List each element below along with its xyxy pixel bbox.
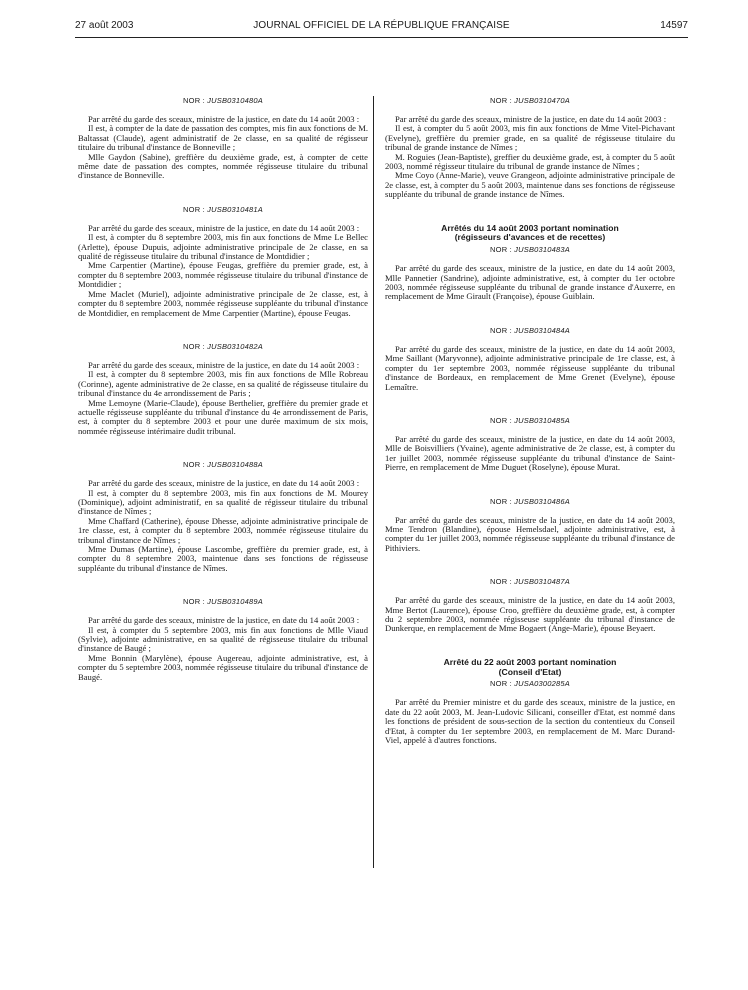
paragraph: Par arrêté du garde des sceaux, ministre de la justice, en date du 14 août 2003 : xyxy=(88,114,360,124)
nor-label: NOR : xyxy=(490,679,515,689)
paragraph: Mme Lemoyne (Marie-Claude), épouse Berthelier, greffière du premier grade et actuelle régisseuse suppléante du tribunal d'instance du 4e arrondissement de Paris, est, à compter du 8 septembre 2003 et pour une durée maximum de six mois, nommée régisseuse intérimaire dudit tribunal. xyxy=(78,397,368,436)
decree-section xyxy=(385,326,675,392)
nor-code: JUSB0310486A xyxy=(514,496,570,506)
nor-reference xyxy=(78,597,368,606)
nor-label: NOR : xyxy=(490,415,515,425)
nor-code: JUSB0310481A xyxy=(207,204,263,214)
nor-code: JUSB0310480A xyxy=(207,96,263,105)
nor-reference xyxy=(385,326,675,335)
column-divider xyxy=(373,96,374,868)
nor-reference xyxy=(385,96,675,105)
nor-code: JUSB0310484A xyxy=(514,325,570,335)
paragraph: Par arrêté du garde des sceaux, ministre de la justice, en date du 14 août 2003 : xyxy=(395,114,667,124)
nor-code: JUSB0310483A xyxy=(514,245,570,255)
decree-section xyxy=(78,96,368,181)
paragraph: Il est, à compter du 5 août 2003, mis fin aux fonctions de Mme Vitel-Pichavant (Evelyne), greffière du premier grade, en sa qualité de régisseuse titulaire du tribunal de grande instance de Nîmes ; xyxy=(385,123,675,153)
heading-line: Arrêté du 22 août 2003 portant nomination xyxy=(443,656,617,667)
nor-reference xyxy=(78,460,368,469)
decree-section xyxy=(385,497,675,554)
decree-section xyxy=(78,597,368,682)
left-column xyxy=(78,96,368,682)
paragraph: Par arrêté du garde des sceaux, ministre de la justice, en date du 14 août 2003, Mme Saillant (Maryvonne), adjointe administrative principale de 1re classe, est, à compter du 1er septembre 2003, nommée régisseuse suppléante du tribunal d'instance de Bordeaux, en remplacement de Mme Grenet (Evelyne), épouse Lemaître. xyxy=(385,343,675,392)
nor-label: NOR : xyxy=(490,96,515,105)
nor-code: JUSB0310489A xyxy=(207,597,263,607)
decree-section xyxy=(385,96,675,200)
paragraph: Il est, à compter du 8 septembre 2003, mis fin aux fonctions de Mme Le Bellec (Arlette), épouse Dupuis, adjointe administrative principale de 2e classe, en sa qualité de régisseuse titulaire du tribunal d'instance de Montdidier ; xyxy=(78,232,368,262)
nor-code: JUSB0310485A xyxy=(514,415,570,425)
header-rule xyxy=(75,37,688,38)
nor-code: JUSB0310482A xyxy=(207,341,263,351)
paragraph: Il est, à compter du 8 septembre 2003, mis fin aux fonctions de M. Mourey (Dominique), adjoint administratif, en sa qualité de régisseur titulaire du tribunal d'instance de Nîmes ; xyxy=(78,487,368,517)
paragraph: Il est, à compter de la date de passation des comptes, mis fin aux fonctions de M. Baltassat (Claude), agent administratif de 2e classe, en sa qualité de régisseur titulaire du tribunal d'instance de Bonneville ; xyxy=(78,123,368,153)
nor-label: NOR : xyxy=(490,325,515,335)
nor-reference xyxy=(78,342,368,351)
paragraph: Par arrêté du garde des sceaux, ministre de la justice, en date du 14 août 2003 : xyxy=(88,478,360,489)
nor-reference xyxy=(385,497,675,506)
paragraph: Par arrêté du garde des sceaux, ministre de la justice, en date du 14 août 2003, Mme Bertot (Laurence), épouse Croo, greffière du deuxième grade, est, à compter du 2 septembre 2003, nommée régisseuse suppléante du tribunal d'instance de Dunkerque, en remplacement de Mme Bogaert (Ange-Marie), épouse Beyaert. xyxy=(385,595,675,634)
page-number: 14597 xyxy=(660,20,688,31)
journal-title: JOURNAL OFFICIEL DE LA RÉPUBLIQUE FRANÇAISE xyxy=(253,20,510,31)
nor-label: NOR : xyxy=(490,496,515,506)
nor-label: NOR : xyxy=(490,245,515,255)
heading-line: (régisseurs d'avances et de recettes) xyxy=(454,232,606,243)
decree-section xyxy=(78,342,368,436)
nor-reference xyxy=(78,205,368,214)
nor-label: NOR : xyxy=(183,204,208,214)
nor-label: NOR : xyxy=(183,96,208,105)
paragraph: Par arrêté du garde des sceaux, ministre de la justice, en date du 14 août 2003 : xyxy=(88,615,360,626)
paragraph: Il est, à compter du 8 septembre 2003, mis fin aux fonctions de Mlle Robreau (Corinne), agente administrative de 2e classe, en sa qualité de régisseuse titulaire du tribunal d'instance du 4e arrondissement de Paris ; xyxy=(78,369,368,399)
nor-code: JUSB0310470A xyxy=(514,96,570,105)
page-header xyxy=(75,20,688,36)
nor-reference xyxy=(385,577,675,586)
paragraph: Mme Maclet (Muriel), adjointe administrative principale de 2e classe, est, à compter du 8 septembre 2003, nommée régisseuse suppléante du tribunal d'instance de Montdidier, en remplacement de Mme Carpentier (Martine), épouse Feugas. xyxy=(78,288,368,318)
paragraph: Par arrêté du garde des sceaux, ministre de la justice, en date du 14 août 2003 : xyxy=(88,222,360,233)
nor-code: JUSA0300285A xyxy=(514,679,570,689)
paragraph: Mme Chaffard (Catherine), épouse Dhesse, adjointe administrative principale de 1re classe, est, à compter du 8 septembre 2003, nommée régisseuse titulaire du tribunal d'instance de Nîmes ; xyxy=(78,515,368,545)
paragraph: Mlle Gaydon (Sabine), greffière du deuxième grade, est, à compter de cette même date de passation des comptes, nommée régisseuse titulaire du tribunal d'instance de Bonneville. xyxy=(78,151,368,181)
nor-reference xyxy=(78,96,368,105)
nor-reference xyxy=(385,245,675,254)
right-column xyxy=(385,96,675,745)
paragraph: Par arrêté du garde des sceaux, ministre de la justice, en date du 14 août 2003 : xyxy=(88,359,360,370)
nor-code: JUSB0310488A xyxy=(207,460,263,470)
issue-date: 27 août 2003 xyxy=(75,20,134,31)
nor-code: JUSB0310487A xyxy=(514,577,570,587)
nor-reference xyxy=(385,679,675,688)
paragraph: Par arrêté du Premier ministre et du garde des sceaux, ministre de la justice, en date du 22 août 2003, M. Jean-Ludovic Silicani, conseiller d'Etat, est nommé dans les fonctions de président de sous-section de la section du contentieux du Conseil d'Etat, à compter du 1er septembre 2003, en remplacement de M. Marc Durand-Viel, appelé à d'autres fonctions. xyxy=(385,697,675,745)
paragraph: Mme Carpentier (Martine), épouse Feugas, greffière du premier grade, est, à compter du 8 septembre 2003, nommée régisseuse titulaire du tribunal d'instance de Montdidier ; xyxy=(78,260,368,290)
nor-label: NOR : xyxy=(183,341,208,351)
nor-label: NOR : xyxy=(490,577,515,587)
heading-line: Arrêtés du 14 août 2003 portant nomination xyxy=(441,222,619,233)
paragraph: Mme Dumas (Martine), épouse Lascombe, greffière du premier grade, est, à compter du 8 septembre 2003, maintenue dans ses fonctions de régisseuse suppléante du tribunal d'instance de Nîmes. xyxy=(78,544,368,573)
paragraph: Par arrêté du garde des sceaux, ministre de la justice, en date du 14 août 2003, Mme Tendron (Blandine), épouse Hemelsdael, adjointe administrative, est, à compter du 1er juillet 2003, nommée régisseuse suppléante du tribunal d'instance de Pithiviers. xyxy=(385,514,675,553)
decree-section xyxy=(385,679,675,745)
section-heading xyxy=(385,658,675,678)
nor-label: NOR : xyxy=(183,597,208,607)
decree-section xyxy=(385,245,675,302)
decree-section xyxy=(385,416,675,473)
decree-section xyxy=(385,577,675,634)
nor-label: NOR : xyxy=(183,460,208,470)
decree-section xyxy=(78,460,368,573)
paragraph: M. Roguies (Jean-Baptiste), greffier du deuxième grade, est, à compter du 5 août 2003, nommé régisseur titulaire du tribunal de grande instance de Nîmes ; xyxy=(385,151,675,172)
paragraph: Par arrêté du garde des sceaux, ministre de la justice, en date du 14 août 2003, Mlle Pannetier (Sandrine), adjointe administrative, est, à compter du 1er octobre 2003, nommée régisseuse suppléante du tribunal de grande instance d'Auxerre, en remplacement de Mme Girault (Françoise), épouse Guiblain. xyxy=(385,263,675,302)
paragraph: Mme Coyo (Anne-Marie), veuve Grangeon, adjointe administrative principale de 2e classe, est, à compter du 5 août 2003, maintenue dans ses fonctions de régisseuse suppléante du tribunal de grande instance de Nîmes. xyxy=(385,170,675,200)
nor-reference xyxy=(385,416,675,425)
decree-section xyxy=(78,205,368,318)
paragraph: Mme Bonnin (Marylène), épouse Augereau, adjointe administrative, est, à compter du 5 septembre 2003, nommée régisseuse titulaire du tribunal d'instance de Baugé. xyxy=(78,652,368,682)
section-heading xyxy=(385,224,675,244)
heading-line: (Conseil d'Etat) xyxy=(498,666,562,677)
paragraph: Par arrêté du garde des sceaux, ministre de la justice, en date du 14 août 2003, Mlle de Boisvilliers (Yvaine), agente administrative de 2e classe, est, à compter du 1er juillet 2003, nommée régisseuse suppléante du tribunal d'instance de Saint-Pierre, en remplacement de Mme Duguet (Roselyne), épouse Murat. xyxy=(385,433,675,473)
paragraph: Il est, à compter du 5 septembre 2003, mis fin aux fonctions de Mlle Viaud (Sylvie), adjointe administrative, en sa qualité de régisseuse titulaire du tribunal d'instance de Baugé ; xyxy=(78,624,368,654)
